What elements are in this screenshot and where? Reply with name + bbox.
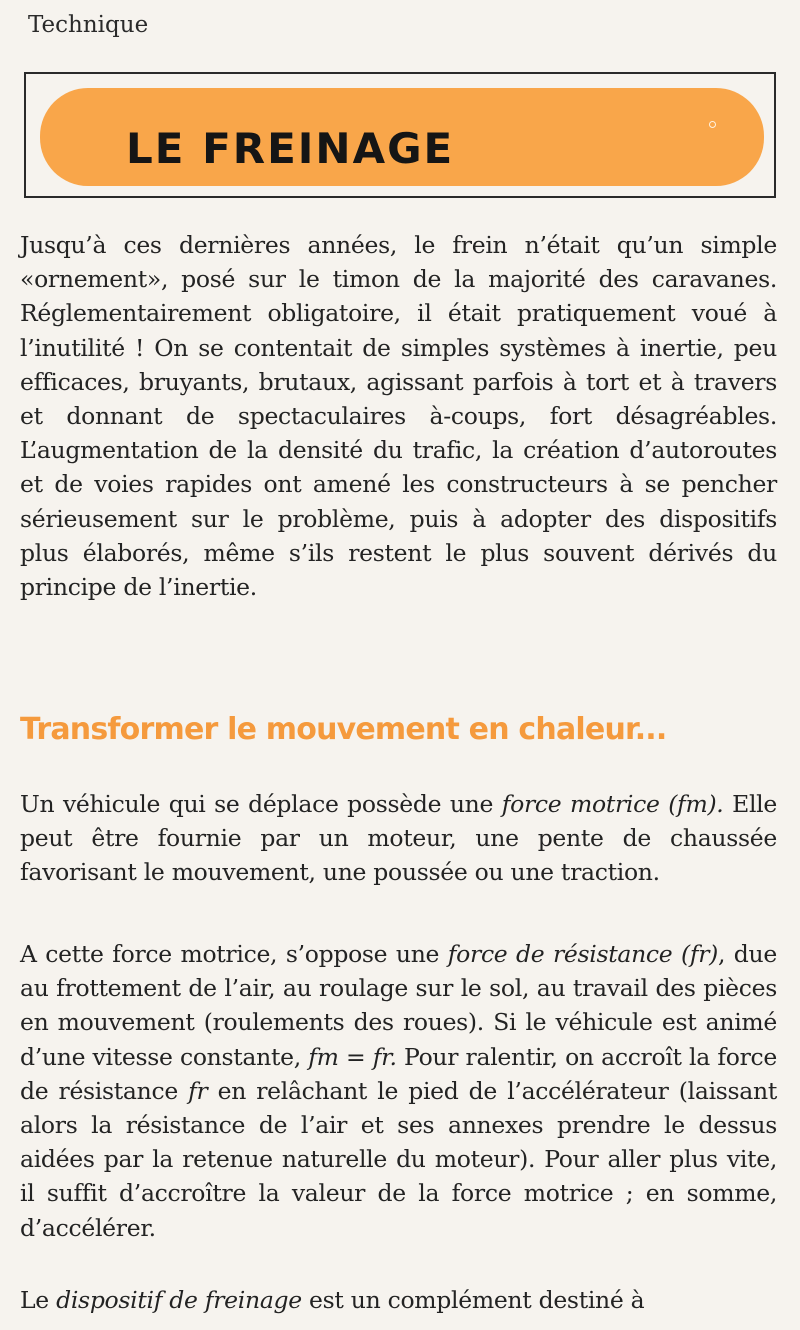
- emphasis-term: fr: [188, 1076, 208, 1105]
- text-run: Elle peut être fournie par un moteur, une pente de chaussée favorisant le mouvement, une poussée ou une traction.: [20, 790, 777, 887]
- paragraph-intro: [20, 228, 777, 604]
- text-run: Le: [20, 1286, 57, 1314]
- text-run: , due au frottement de l’air, au roulage sur le sol, au travail des pièces en mouvement (roulements des roues). Si le véhicule est animé d’une vitesse constante,: [20, 940, 777, 1071]
- decorative-dot: [709, 121, 716, 128]
- text-run: Pour ralentir, on accroît la force de résistance: [20, 1042, 777, 1105]
- text-run: est un complément destiné à: [301, 1286, 645, 1314]
- section-label: Technique: [28, 12, 149, 38]
- paragraph-force-resistance: [20, 937, 777, 1245]
- paragraph-dispositif: [20, 1283, 777, 1317]
- emphasis-term: dispositif de freinage: [56, 1286, 302, 1314]
- page-title: LE FREINAGE: [126, 124, 455, 173]
- title-banner: [40, 88, 764, 186]
- section-heading: Transformer le mouvement en chaleur...: [20, 712, 667, 747]
- emphasis-term: force de résistance (fr): [447, 940, 719, 968]
- emphasis-term: force motrice (fm).: [501, 790, 724, 818]
- text-run: A cette force motrice, s’oppose une: [20, 940, 448, 968]
- emphasis-term: fm = fr.: [308, 1042, 397, 1071]
- paragraph-intro-text: Jusqu’à ces dernières années, le frein n’était qu’un simple «ornement», posé sur le timon de la majorité des caravanes. Réglementairement obligatoire, il était pratiquement voué à l’inutilité ! On se contentait de simples systèmes à inertie, peu efficaces, bruyants, brutaux, agissant parfois à tort et à travers et donnant de spectaculaires à-coups, fort désagréables. L’augmentation de la densité du trafic, la création d’autoroutes et de voies rapides ont amené les constructeurs à se pencher sérieusement sur le problème, puis à adopter des dispositifs plus élaborés, même s’ils restent le plus souvent dérivés du principe de l’inertie.: [20, 231, 777, 602]
- text-run: en relâchant le pied de l’accélérateur (laissant alors la résistance de l’air et ses annexes prendre le dessus aidées par la retenue naturelle du moteur). Pour aller plus vite, il suffit d’accroître la valeur de la force motrice ; en somme, d’accélérer.: [20, 1076, 777, 1242]
- title-box: [24, 72, 776, 198]
- text-run: Un véhicule qui se déplace possède une: [20, 790, 502, 818]
- paragraph-force-motrice: [20, 787, 777, 890]
